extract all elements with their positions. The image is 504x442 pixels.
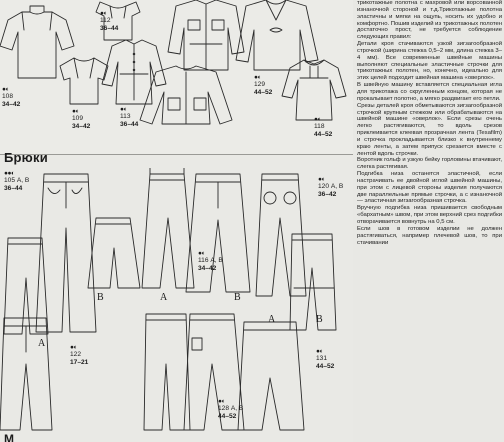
variant-letter-b: B <box>234 292 241 303</box>
size-range: 36–44 <box>100 24 119 32</box>
size-range: 34–42 <box>2 100 21 108</box>
model-number: 122 <box>70 351 82 359</box>
model-number: 105 А, В <box>4 177 30 185</box>
model-number: 128 А, В <box>218 405 244 413</box>
variant-letter-a: A <box>268 314 276 325</box>
pants-105-label <box>4 170 29 192</box>
garment-108-label <box>2 86 20 108</box>
difficulty-dots: ●◐ <box>254 74 261 81</box>
pants-120-variant-drawing <box>290 234 336 330</box>
next-section-fragment: М <box>4 432 14 442</box>
instructions-text-column <box>353 0 504 442</box>
pants-131-drawing <box>238 322 304 430</box>
pants-line-drawings <box>0 168 355 434</box>
garment-112-label <box>100 10 118 32</box>
difficulty-dots: ●◐ <box>72 108 79 115</box>
text-paragraph: Воротник гольф и узкую бейку горловины втачивают, слегка растягивая. <box>357 157 502 171</box>
text-paragraph: Вручную подгибка низа пришивается свободным «бархатным» швом, при этом верхний срез подгибки отворачивается вовнутрь на 0,5 см. <box>357 205 502 225</box>
variant-letter-b: B <box>97 292 104 303</box>
pants-128-drawing <box>144 314 190 430</box>
pants-116-drawing <box>142 168 194 288</box>
pants-116-variant-drawing <box>186 174 250 292</box>
size-range: 34–42 <box>198 264 217 272</box>
size-range: 17–21 <box>70 358 89 366</box>
size-range: 36–42 <box>318 190 337 198</box>
variant-letter-b: B <box>316 314 323 325</box>
model-number: 120 А, В <box>318 183 344 191</box>
difficulty-dots: ●◐ <box>218 398 225 405</box>
garment-109-drawing <box>60 58 108 104</box>
size-range: 44–52 <box>314 130 333 138</box>
pants-116-label <box>198 250 223 272</box>
model-number: 112 <box>100 17 111 25</box>
pants-122-drawing <box>4 238 48 334</box>
difficulty-dots: ●◐ <box>100 10 107 17</box>
garment-108-drawing <box>0 6 74 78</box>
garment-113-label <box>120 106 138 128</box>
size-range: 44–52 <box>218 412 237 420</box>
pants-131-label <box>316 348 334 370</box>
pants-105-drawing <box>36 174 96 332</box>
variant-letter-a: A <box>38 338 46 349</box>
difficulty-dots: ●◐ <box>314 116 321 123</box>
size-range: 36–44 <box>4 184 23 192</box>
section-title: Брюки <box>4 150 48 165</box>
text-paragraph: Срезы деталей кроя обметываются зигзагообразной строчкой крупным стежком или обрабатываются на швейной машине «оверлок». Если срезы очень легко растягиваются, то вдоль срезов приклеивается клеевая прозрачная лента (Tesafilm) и строчка прокладывается близко к внутреннему краю ленты, а затем припуск срезается вместе с лентой вдоль строчки. <box>357 102 502 157</box>
garment-shirt-drawing <box>168 0 244 70</box>
garment-109-label <box>72 108 90 130</box>
size-range: 36–44 <box>120 120 139 128</box>
text-paragraph: Если шов в готовом изделии не должен растягиваться, например плечевой шов, то при стачивании <box>357 225 502 246</box>
model-number: 116 А, В <box>198 257 223 265</box>
garment-129-label <box>254 74 272 96</box>
variant-letter-a: A <box>160 292 168 303</box>
difficulty-dots: ●◐ <box>70 344 77 351</box>
difficulty-dots: ●◐ <box>318 176 325 183</box>
pants-120-label <box>318 176 343 198</box>
pants-122-label <box>70 344 88 366</box>
pants-122-kids-drawing <box>0 318 52 430</box>
difficulty-dots: ●◐ <box>2 86 9 93</box>
tops-panel <box>0 0 355 155</box>
size-range: 44–52 <box>316 362 335 370</box>
model-number: 129 <box>254 81 266 89</box>
model-number: 131 <box>316 355 328 363</box>
difficulty-dots: ●◐ <box>198 250 205 257</box>
difficulty-dots: ●◐ <box>120 106 127 113</box>
model-number: 109 <box>72 115 84 123</box>
garment-129-drawing <box>140 66 232 124</box>
size-range: 44–52 <box>254 88 273 96</box>
text-paragraph: Подгибка низа останется эластичной, если настрачивать ее двойной иглой швейной машины, при этом с лицевой стороны изделия получаются две параллельные прямые строчки, а с изнаночной — эластичная зигзагообразная строчка. <box>357 171 502 205</box>
tops-line-drawings <box>0 0 355 154</box>
text-paragraph: Детали кроя стачиваются узкой зигзагообразной строчкой (ширина стежка 0,5–2 мм, длина стежка 3–4 мм). Все современные швейные машины выполняют специальные эластичные строчки для трикотажных полотен, но, конечно, идеально для этих целей подходит швейная машина «оверлок». <box>357 41 502 82</box>
difficulty-dots: ●◐ <box>316 348 323 355</box>
garment-118-drawing <box>282 60 346 120</box>
text-paragraph: трикотажные полотна с махровой или ворсованной изнаночной стороной и т.д.Трикотажные полотна эластичны и мягки на ощупь, носить их удобно и комфортно. Пошив изделий из трикотажных полотен достаточно прост, не требуется соблюдение следующих правил: <box>357 0 502 41</box>
pants-panel <box>0 168 355 434</box>
model-number: 113 <box>120 113 131 121</box>
garment-118-label <box>314 116 332 138</box>
model-number: 108 <box>2 93 14 101</box>
pants-128-label <box>218 398 243 420</box>
pants-120-drawing <box>256 174 306 296</box>
garment-blouse-drawing <box>236 0 318 70</box>
text-paragraph: В швейную машину вставляется специальная игла для трикотажа со скругленным концом, которая не прокалывает полотно, а мягко раздвигает его петли. <box>357 82 502 102</box>
model-number: 118 <box>314 123 325 131</box>
size-range: 34–42 <box>72 122 91 130</box>
difficulty-dots: ●●◐ <box>4 170 15 177</box>
pants-105-variant-drawing <box>88 218 140 288</box>
